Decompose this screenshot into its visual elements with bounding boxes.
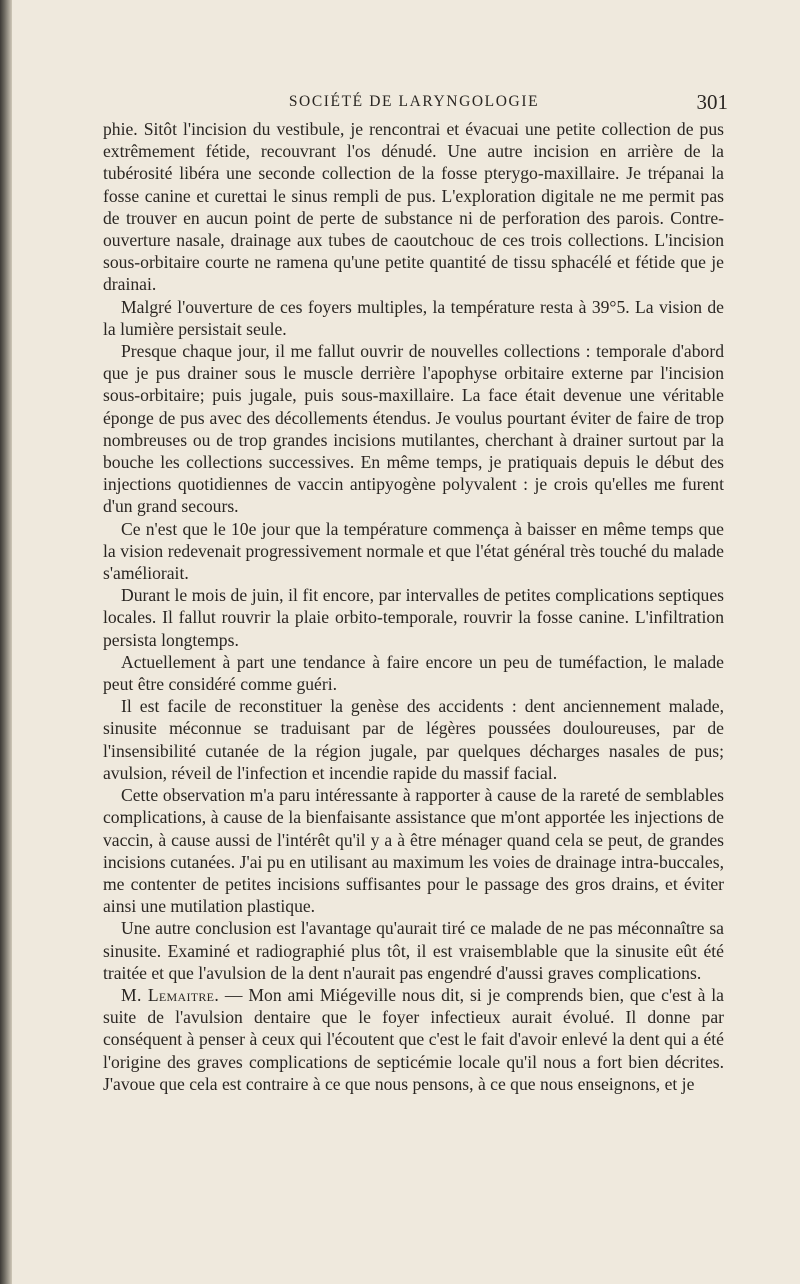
paragraph: Ce n'est que le 10e jour que la température commença à baisser en même temps que la vision redevenait progressivement normale et que l'état général très touché du malade s'améliorait. xyxy=(103,518,724,584)
body-text xyxy=(103,118,724,1095)
paragraph: phie. Sitôt l'incision du vestibule, je rencontrai et évacuai une petite collection de pus extrêmement fétide, recouvrant l'os dénudé. Une autre incision en arrière de la tubérosité libéra une seconde collection de la fosse pterygo-maxillaire. Je trépanai la fosse canine et curettai le sinus rempli de pus. L'exploration digitale ne me permit pas de trouver en aucun point de perte de substance ni de perforation des parois. Contre-ouverture nasale, drainage aux tubes de caoutchouc de ces trois collections. L'incision sous-orbitaire courte ne ramena qu'une petite quantité de tissu sphacélé et fétide que je drainai. xyxy=(103,119,724,295)
paragraph: Actuellement à part une tendance à faire encore un peu de tuméfaction, le malade peut être considéré comme guéri. xyxy=(103,651,724,695)
page-binding-edge xyxy=(0,0,12,1284)
paragraph: Une autre conclusion est l'avantage qu'aurait tiré ce malade de ne pas méconnaître sa sinusite. Examiné et radiographié plus tôt, il est vraisemblable que la sinusite eût été traitée et que l'avulsion de la dent n'aurait pas engendré d'aussi graves complications. xyxy=(103,918,724,983)
speaker-text: — Mon ami Miégeville nous dit, si je comprends bien, que c'est à la suite de l'avulsion dentaire que le foyer infectieux aurait évolué. Il donne par conséquent à penser à ceux qui l'écoutent que c'est le fait d'avoir enlevé la dent qui a été l'origine des graves complications de septicémie locale qu'il nous a fort bien décrites. J'avoue que cela est contraire à ce que nous pensons, à ce que nous enseignons, et je xyxy=(103,984,724,1094)
paragraph: Cette observation m'a paru intéressante à rapporter à cause de la rareté de semblables complications, à cause de la bienfaisante assistance que m'ont apportée les injections de vaccin, à cause aussi de l'intérêt qu'il y a à être ménager quand cela se peut, de grandes incisions cutanées. J'ai pu en utilisant au maximum les voies de drainage intra-buccales, me contenter de petites incisions suffisantes pour le passage des gros drains, et éviter ainsi une mutilation plastique. xyxy=(103,785,724,917)
paragraph-speaker xyxy=(103,984,724,1095)
running-title: SOCIÉTÉ DE LARYNGOLOGIE xyxy=(288,93,540,110)
page-header xyxy=(100,88,728,116)
paragraph: Il est facile de reconstituer la genèse des accidents : dent anciennement malade, sinusite méconnue se traduisant par de légères poussées douloureuses, par de l'insensibilité cutanée de la région jugale, par quelques décharges nasales de pus; avulsion, réveil de l'infection et incendie rapide du massif facial. xyxy=(103,696,724,783)
paragraph: Malgré l'ouverture de ces foyers multiples, la température resta à 39°5. La vision de la lumière persistait seule. xyxy=(103,296,724,339)
speaker-name: M. Lemaitre. xyxy=(121,984,220,1005)
page-number: 301 xyxy=(696,90,728,114)
paragraph: Durant le mois de juin, il fit encore, par intervalles de petites complications septiques locales. Il fallut rouvrir la plaie orbito-temporale, rouvrir la fosse canine. L'infiltration persista longtemps. xyxy=(103,585,724,650)
paragraph: Presque chaque jour, il me fallut ouvrir de nouvelles collections : temporale d'abord que je pus drainer sous le muscle derrière l'apophyse orbitaire externe par l'incision sous-orbitaire; puis jugale, puis sous-maxillaire. La face était devenue une véritable éponge de pus avec des décollements étendus. Je voulus pourtant éviter de faire de trop nombreuses ou de trop grandes incisions mutilantes, cherchant à drainer surtout par la bouche les collections successives. En même temps, je pratiquais depuis le début des injections quotidiennes de vaccin antipyogène polyvalent : je crois qu'elles me furent d'un grand secours. xyxy=(103,341,724,517)
